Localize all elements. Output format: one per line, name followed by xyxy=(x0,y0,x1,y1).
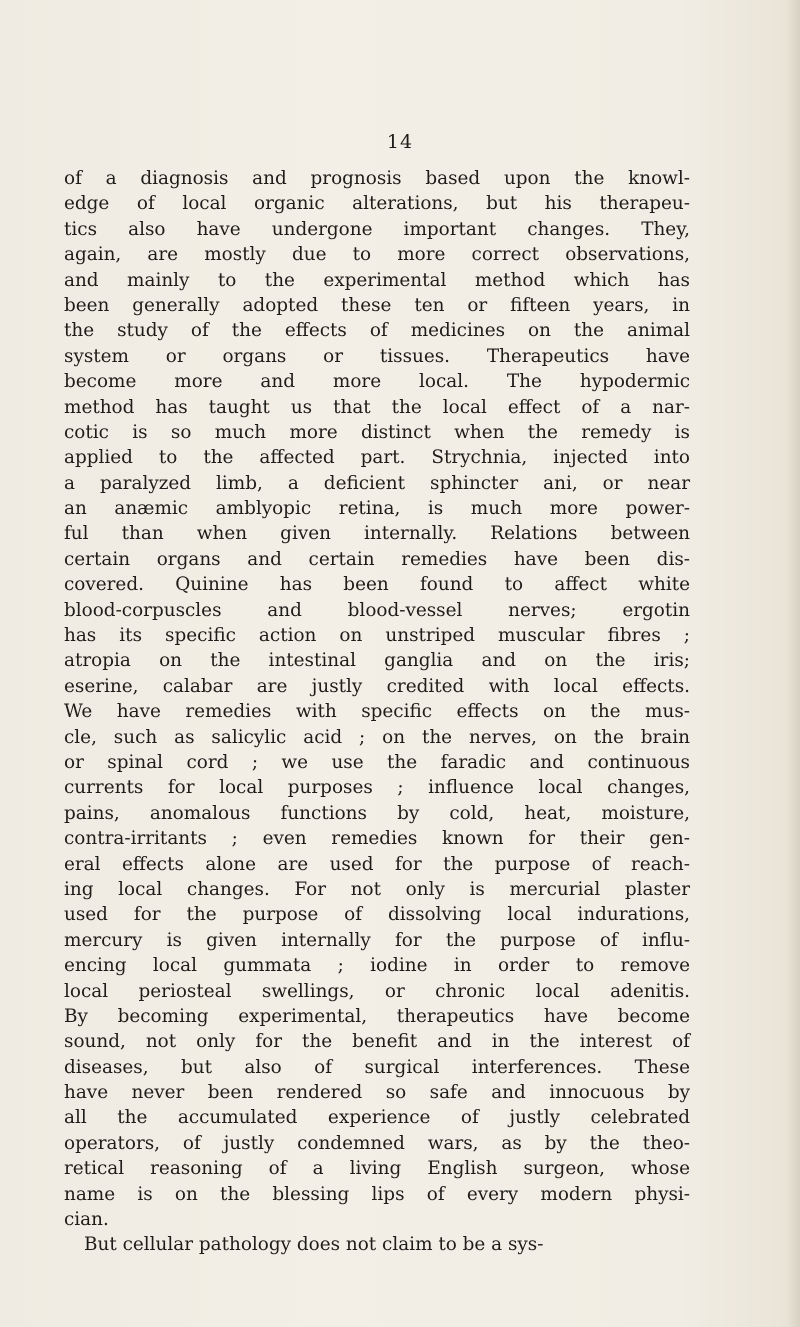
text-line: been generally adopted these ten or fifteen years, in xyxy=(64,294,690,316)
text-line: all the accumulated experience of justly celebrated xyxy=(64,1107,690,1129)
text-line: By becoming experimental, therapeutics have become xyxy=(64,1005,690,1027)
body-text xyxy=(64,166,690,1258)
text-line: currents for local purposes ; influence local changes, xyxy=(64,777,690,799)
text-line: cotic is so much more distinct when the remedy is xyxy=(64,421,690,443)
text-line: ing local changes. For not only is mercurial plaster xyxy=(64,878,690,900)
text-line: local periosteal swellings, or chronic local adenitis. xyxy=(64,980,690,1002)
text-line: applied to the affected part. Strychnia, injected into xyxy=(64,447,690,469)
paragraph-end-line: cian. xyxy=(64,1209,109,1231)
text-line: eserine, calabar are justly credited with local effects. xyxy=(64,675,690,697)
text-line: edge of local organic alterations, but his therapeu- xyxy=(64,193,690,215)
text-line: have never been rendered so safe and innocuous by xyxy=(64,1082,690,1104)
text-line: blood-corpuscles and blood-vessel nerves; ergotin xyxy=(64,599,690,621)
text-line: method has taught us that the local effect of a nar- xyxy=(64,396,690,418)
text-line: retical reasoning of a living English surgeon, whose xyxy=(64,1158,690,1180)
text-line: tics also have undergone important changes. They, xyxy=(64,218,690,240)
text-line: pains, anomalous functions by cold, heat, moisture, xyxy=(64,802,690,824)
text-line: contra-irritants ; even remedies known for their gen- xyxy=(64,828,690,850)
text-line: eral effects alone are used for the purpose of reach- xyxy=(64,853,690,875)
text-line: mercury is given internally for the purpose of influ- xyxy=(64,929,690,951)
text-line: again, are mostly due to more correct observations, xyxy=(64,244,690,266)
text-line: operators, of justly condemned wars, as by the theo- xyxy=(64,1132,690,1154)
text-line: an anæmic amblyopic retina, is much more power- xyxy=(64,498,690,520)
text-line: certain organs and certain remedies have been dis- xyxy=(64,548,690,570)
text-line: We have remedies with specific effects on the mus- xyxy=(64,701,690,723)
text-line: become more and more local. The hypodermic xyxy=(64,371,690,393)
text-line: system or organs or tissues. Therapeutics have xyxy=(64,345,690,367)
text-line: cle, such as salicylic acid ; on the nerves, on the brain xyxy=(64,726,690,748)
text-line: of a diagnosis and prognosis based upon the knowl- xyxy=(64,168,690,189)
paragraph-start-line: But cellular pathology does not claim to be a sys- xyxy=(84,1234,544,1256)
page-number: 14 xyxy=(386,131,414,153)
text-line: encing local gummata ; iodine in order to remove xyxy=(64,955,690,977)
text-line: a paralyzed limb, a deficient sphincter ani, or near xyxy=(64,472,690,494)
text-line: name is on the blessing lips of every modern physi- xyxy=(64,1183,690,1205)
text-line: diseases, but also of surgical interferences. These xyxy=(64,1056,690,1078)
text-line: covered. Quinine has been found to affect white xyxy=(64,574,690,596)
text-line: used for the purpose of dissolving local indurations, xyxy=(64,904,690,926)
page-edge-shadow xyxy=(786,0,800,1327)
text-line: and mainly to the experimental method which has xyxy=(64,269,690,291)
text-line: the study of the effects of medicines on the animal xyxy=(64,320,690,342)
text-line: has its specific action on unstriped muscular fibres ; xyxy=(64,625,690,647)
text-line: atropia on the intestinal ganglia and on the iris; xyxy=(64,650,690,672)
text-line: ful than when given internally. Relations between xyxy=(64,523,690,545)
text-line: or spinal cord ; we use the faradic and continuous xyxy=(64,751,690,773)
text-line: sound, not only for the benefit and in the interest of xyxy=(64,1031,690,1053)
